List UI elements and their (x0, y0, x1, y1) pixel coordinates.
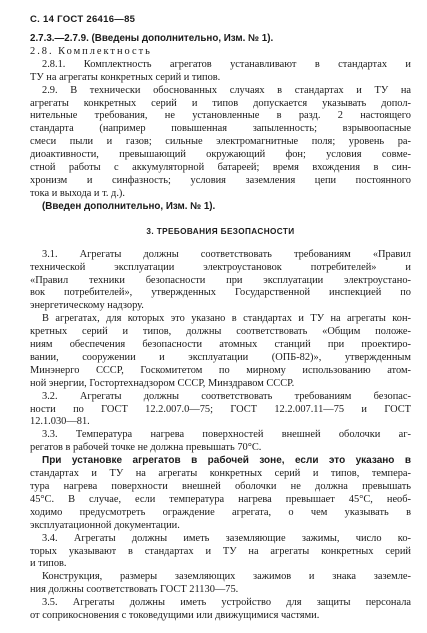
text-line: Конструкция, размеры заземляющих зажимов и знака заземле- (42, 571, 411, 583)
text-line: ходимо предусмотреть ограждение агрегата, о чем указывать в (30, 506, 411, 518)
text-line: При установке агрегатов в рабочей зоне, если это указано в (42, 455, 411, 467)
text-line: «Правил техники безопасности при эксплуатации электроустано- (30, 274, 411, 286)
text-line: регатов в рабочей точке не должна превышать 70°С. (30, 442, 262, 454)
text-line: 3.4. Агрегаты должны иметь заземляющие зажимы, число ко- (42, 532, 411, 544)
text-line: кретных серий и типов, должны соответствовать «Общим положе- (30, 326, 411, 338)
text-line: (Введен дополнительно, Изм. № 1). (42, 200, 216, 212)
text-line: смеси пыли и газов; сильные электромагнитные поля; уровень ра- (30, 136, 411, 148)
text-line: вании, сооружении и эксплуатации (ОПБ-82)», утвержденным (30, 351, 411, 363)
text-line: Минэнерго СССР, Госкомитетом по мирному использованию атом- (30, 364, 411, 376)
text-line: ной энергии, Гостортехнадзором СССР, Минздравом СССР. (30, 377, 295, 389)
text-line: энергетическому надзору. (30, 300, 144, 312)
paragraph (30, 33, 411, 46)
text-line: 3.2. Агрегаты должны соответствовать требованиям безопас- (42, 390, 411, 402)
text-line: 12.1.030—81. (30, 416, 90, 428)
text-line: торых указывают в стандартах и ТУ на агрегаты конкретных серий (30, 545, 411, 557)
paragraph (30, 571, 411, 597)
text-line: ности по ГОСТ 12.2.007.0—75; ГОСТ 12.2.007.11—75 и ГОСТ (30, 403, 411, 415)
text-line: 2.9. В технически обоснованных случаях в стандартах и ТУ на (42, 84, 411, 96)
text-line: 2.8. Комплектность (30, 45, 152, 57)
intro-section (30, 33, 411, 214)
paragraph (30, 533, 411, 572)
text-line: нительные требования, не установленные в разд. 2 настоящего (30, 110, 411, 122)
text-line: ТУ на агрегаты конкретных серий и типов. (30, 71, 221, 83)
text-line: хронизм и синфазность; условия заземления цепи постоянного (30, 174, 411, 186)
text-line: 3.5. Агрегаты должны иметь устройство для защиты персонала (42, 597, 411, 609)
text-line: вок потребителей», утвержденных Государственной инспекцией по (30, 287, 411, 299)
paragraph (30, 455, 411, 532)
text-line: диоактивности, превышающий окружающий фон; условия совме- (30, 149, 411, 161)
paragraph (30, 313, 411, 390)
text-line: тура нагрева поверхности внешней оболочки не должна превышать (30, 481, 411, 492)
safety-section (30, 249, 411, 623)
text-line: ния должны соответствовать ГОСТ 21130—75. (30, 584, 239, 596)
text-line: эксплуатационной документации. (30, 519, 180, 531)
text-line: 2.8.1. Комплектность агрегатов устанавливают в стандартах и (42, 58, 411, 70)
text-line: В агрегатах, для которых это указано в стандартах и ТУ на агрегаты кон- (42, 313, 411, 325)
text-line: агрегаты конкретных серий и типов допускается указывать допол- (30, 97, 411, 109)
page-header: С. 14 ГОСТ 26416—85 (30, 14, 136, 25)
section-title: 3. ТРЕБОВАНИЯ БЕЗОПАСНОСТИ (146, 226, 295, 236)
text-line: стандартах и ТУ на агрегаты конкретных серий и типов, темпера- (30, 468, 411, 480)
text-line: 3.3. Температура нагрева поверхностей внешней оболочки аг- (42, 429, 411, 441)
paragraph (30, 59, 411, 85)
text-line: технической эксплуатации электроустановок потребителей» и (30, 261, 411, 273)
paragraph (30, 249, 411, 314)
text-line: ниям обеспечения безопасности атомных станций при проектиро- (30, 339, 411, 351)
text-line: и типов. (30, 558, 67, 570)
paragraph (30, 597, 411, 623)
text-line: от соприкосновения с токоведущими или движущимися частями. (30, 610, 320, 622)
paragraph (30, 46, 411, 59)
paragraph (30, 201, 411, 214)
paragraph (30, 85, 411, 201)
text-line: 2.7.3.—2.7.9. (Введены дополнительно, Изм. № 1). (30, 33, 274, 44)
text-line: 3.1. Агрегаты должны соответствовать требованиям «Правил (42, 248, 411, 260)
text-line: стандарта (например повышенная запыленность; взрывоопасные (30, 123, 411, 135)
text-line: 45°С. В случае, если температура нагрева превышает 45°С, необ- (30, 493, 411, 505)
paragraph (30, 429, 411, 455)
paragraph (30, 391, 411, 430)
text-line: тока и выхода и т. д.). (30, 187, 125, 199)
text-line: стной работы с аккумуляторной батареей; время вхождения в син- (30, 162, 411, 174)
